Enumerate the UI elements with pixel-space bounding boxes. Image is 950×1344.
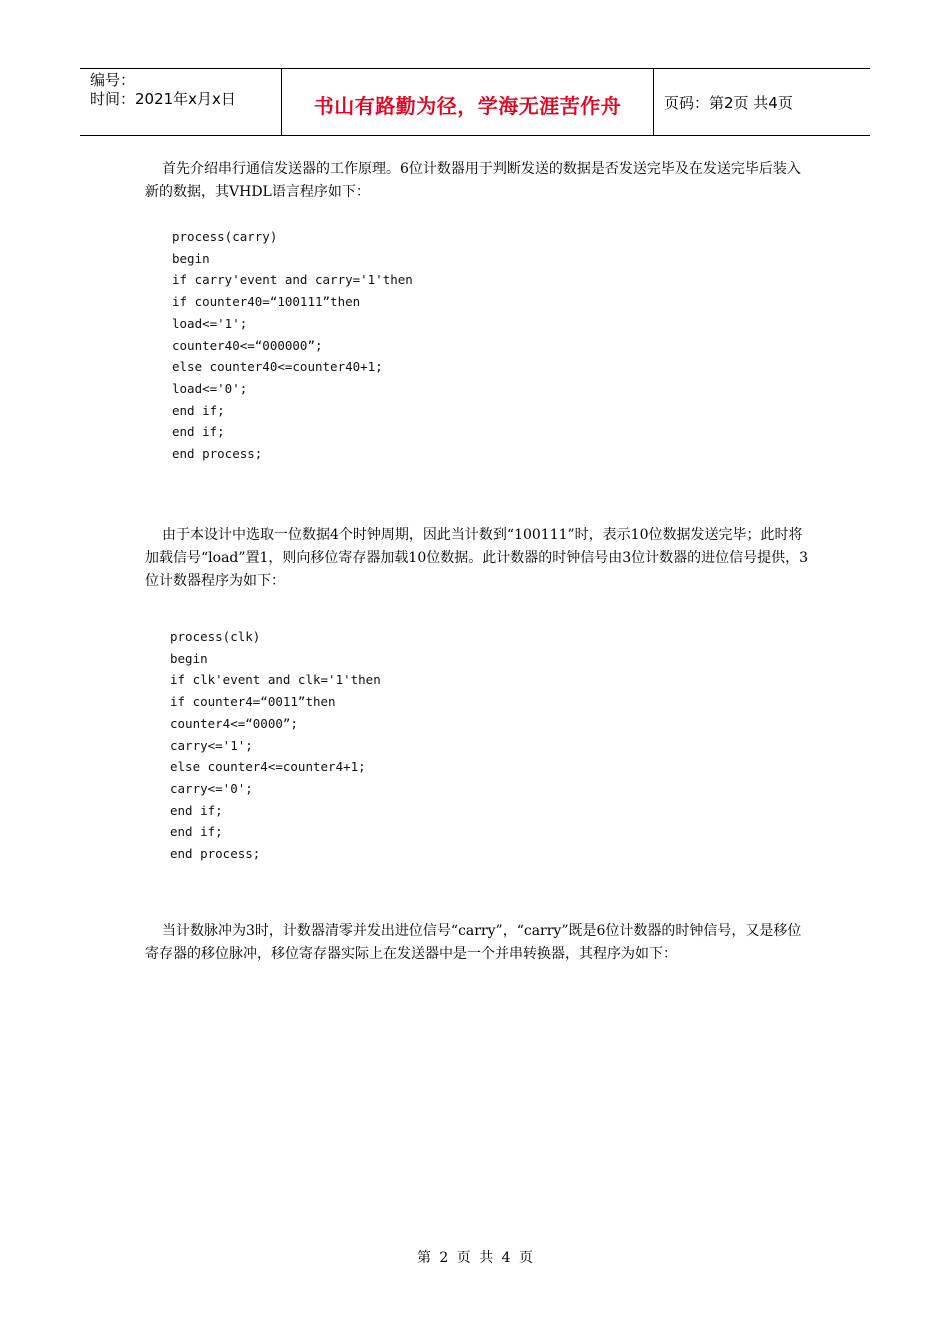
header-page-info-cell <box>654 69 870 135</box>
code-line: if carry'event and carry='1'then <box>172 272 413 288</box>
code-line: counter40<=“000000”; <box>172 337 323 353</box>
time-label: 时间：2021年x月x日 <box>90 90 236 108</box>
paragraph-2 <box>145 524 809 593</box>
header-slogan: 书山有路勤为径，学海无涯苦作舟 <box>313 93 622 118</box>
code-block-2 <box>170 626 381 865</box>
code-line: process(carry) <box>172 229 278 244</box>
code-line: process(clk) <box>170 629 261 644</box>
code-line: load<='1'; <box>172 315 248 331</box>
code-line: end if; <box>172 402 225 418</box>
paragraph-3 <box>145 920 809 966</box>
header-meta <box>80 69 281 135</box>
code-line: carry<='0'; <box>170 780 253 796</box>
code-line: else counter4<=counter4+1; <box>170 759 366 775</box>
code-line: end process; <box>170 846 261 862</box>
paragraph-2-text: 由于本设计中选取一位数据4个时钟周期，因此当计数到“100111”时，表示10位数据发送完毕；此时将加载信号“load”置1，则向移位寄存器加载10位数据。此计数器的时钟信号由3位计数器的进位信号提供，3位计数器程序为如下： <box>145 527 809 589</box>
paragraph-1-text: 首先介绍串行通信发送器的工作原理。6位计数器用于判断发送的数据是否发送完毕及在发送完毕后装入新的数据，其VHDL语言程序如下： <box>145 161 801 200</box>
page-footer: 第 2 页 共 4 页 <box>416 1250 534 1266</box>
code-line: end if; <box>172 424 225 440</box>
code-line: if clk'event and clk='1'then <box>170 672 381 688</box>
paragraph-1 <box>145 158 809 204</box>
code-block-1 <box>172 226 413 465</box>
code-line: end if; <box>170 802 223 818</box>
header-page-info: 页码：第2页 共4页 <box>664 93 793 112</box>
header-table <box>80 68 870 136</box>
code-line: counter4<=“0000”; <box>170 715 298 731</box>
code-line: end if; <box>170 824 223 840</box>
code-line: end process; <box>172 446 263 462</box>
header-slogan-cell <box>281 69 654 135</box>
code-line: if counter40=“100111”then <box>172 294 361 310</box>
code-line: else counter40<=counter40+1; <box>172 359 383 375</box>
code-line: load<='0'; <box>172 380 248 396</box>
number-label: 编号： <box>90 71 136 89</box>
code-line: carry<='1'; <box>170 737 253 753</box>
paragraph-3-text: 当计数脉冲为3时，计数器清零并发出进位信号“carry”，“carry”既是6位计数器的时钟信号，又是移位寄存器的移位脉冲，移位寄存器实际上在发送器中是一个并串转换器，其程序为如下： <box>145 923 802 962</box>
code-line: begin <box>170 650 208 666</box>
code-line: begin <box>172 250 210 266</box>
code-line: if counter4=“0011”then <box>170 694 336 710</box>
